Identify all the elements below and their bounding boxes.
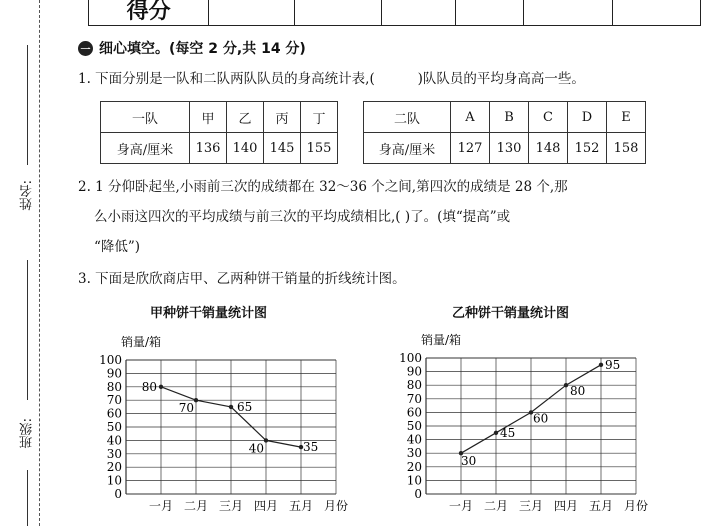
chart-1-jia-biscuit-sales — [80, 318, 370, 526]
data-point — [564, 383, 568, 387]
table-cell: 140 — [227, 133, 264, 164]
data-point — [264, 438, 268, 442]
class-label: 班级: — [20, 418, 35, 449]
y-tick-label: 0 — [114, 487, 122, 501]
y-tick-label: 70 — [106, 393, 122, 408]
data-label: 95 — [605, 357, 621, 372]
table-cell: 身高/厘米 — [101, 133, 190, 164]
score-cell[interactable] — [456, 0, 524, 26]
team2-height-table — [363, 101, 646, 164]
chart-2-yi-biscuit-sales — [380, 318, 680, 526]
question-2-line-3: “降低”) — [94, 239, 141, 255]
data-label: 45 — [500, 425, 516, 440]
chart-1-title: 甲种饼干销量统计图 — [150, 306, 268, 321]
x-axis-label: 月份 — [323, 499, 349, 513]
data-point — [599, 363, 603, 367]
x-tick-label: 二月 — [183, 499, 209, 513]
data-point — [494, 431, 498, 435]
x-tick-label: 五月 — [588, 499, 614, 513]
table-cell: 152 — [568, 133, 607, 164]
table-cell: 136 — [190, 133, 227, 164]
answer-blank[interactable] — [375, 71, 418, 87]
x-axis-label: 月份 — [623, 499, 649, 513]
x-tick-label: 四月 — [553, 499, 579, 513]
y-tick-label: 30 — [106, 446, 122, 461]
score-cell[interactable] — [295, 0, 381, 26]
y-tick-label: 40 — [106, 433, 122, 448]
question-1 — [78, 68, 585, 90]
section-bullet-icon: 一 — [78, 41, 93, 56]
y-tick-label: 60 — [106, 406, 122, 421]
data-point — [159, 385, 163, 389]
y-tick-label: 70 — [406, 391, 422, 406]
section-heading — [78, 38, 306, 58]
data-label: 70 — [178, 401, 194, 416]
y-tick-label: 100 — [399, 351, 422, 365]
score-label: 得分 — [89, 0, 209, 26]
y-tick-label: 10 — [406, 473, 422, 488]
data-label: 30 — [461, 454, 477, 469]
data-label: 60 — [533, 411, 549, 426]
y-tick-label: 20 — [406, 459, 422, 474]
table-row — [364, 133, 646, 164]
x-tick-label: 五月 — [288, 499, 314, 513]
name-fill-line — [27, 45, 28, 165]
y-tick-label: 0 — [414, 487, 422, 501]
table-cell: 丁 — [301, 102, 338, 133]
data-point — [229, 405, 233, 409]
score-table — [88, 0, 701, 26]
score-cell[interactable] — [524, 0, 612, 26]
y-tick-label: 50 — [106, 420, 122, 434]
y-tick-label: 90 — [406, 364, 422, 379]
table-cell: 二队 — [364, 102, 451, 133]
question-2-line-1: 2. 1 分仰卧起坐,小雨前三次的成绩都在 32～36 个之间,第四次的成绩是 28 个,那 — [78, 179, 568, 195]
y-tick-label: 80 — [106, 379, 122, 394]
y-tick-label: 80 — [406, 378, 422, 393]
table-row — [101, 102, 338, 133]
table-cell: 145 — [264, 133, 301, 164]
x-tick-label: 三月 — [518, 499, 544, 513]
section-title: 细心填空。(每空 2 分,共 14 分) — [99, 41, 306, 57]
table-cell: B — [490, 102, 529, 133]
table-cell: 甲 — [190, 102, 227, 133]
y-axis-label: 销量/箱 — [421, 333, 462, 347]
table-cell: 127 — [451, 133, 490, 164]
score-cell[interactable] — [381, 0, 455, 26]
margin-fill-line — [27, 470, 28, 526]
binding-dashed-line — [39, 0, 40, 526]
y-tick-label: 40 — [406, 432, 422, 447]
table-cell: 148 — [529, 133, 568, 164]
table-cell: C — [529, 102, 568, 133]
data-label: 80 — [570, 384, 586, 399]
y-axis-label: 销量/箱 — [121, 335, 162, 349]
question-1-text: 1. 下面分别是一队和二队两队队员的身高统计表,( — [78, 71, 375, 87]
y-tick-label: 10 — [106, 473, 122, 488]
y-tick-label: 50 — [406, 419, 422, 433]
x-tick-label: 一月 — [148, 499, 174, 513]
team1-height-table — [100, 101, 338, 164]
x-tick-label: 一月 — [448, 499, 474, 513]
data-label: 65 — [237, 399, 253, 414]
table-row — [364, 102, 646, 133]
y-tick-label: 20 — [106, 460, 122, 475]
name-label: 姓名: — [20, 180, 35, 211]
table-cell: 一队 — [101, 102, 190, 133]
class-fill-line — [27, 260, 28, 400]
question-1-text-after: )队队员的平均身高高一些。 — [417, 71, 585, 87]
table-cell: 乙 — [227, 102, 264, 133]
data-label: 80 — [141, 379, 157, 394]
table-cell: 身高/厘米 — [364, 133, 451, 164]
score-cell[interactable] — [612, 0, 700, 26]
y-tick-label: 60 — [406, 405, 422, 420]
x-tick-label: 二月 — [483, 499, 509, 513]
table-cell: E — [607, 102, 646, 133]
table-cell: D — [568, 102, 607, 133]
y-tick-label: 100 — [99, 353, 122, 367]
data-point — [194, 398, 198, 402]
y-tick-label: 90 — [106, 366, 122, 381]
question-2-line-2: 么小雨这四次的平均成绩与前三次的平均成绩相比,( )了。(填“提高”或 — [94, 209, 511, 225]
x-tick-label: 四月 — [253, 499, 279, 513]
table-row — [101, 133, 338, 164]
chart-2-title: 乙种饼干销量统计图 — [452, 306, 570, 321]
y-tick-label: 30 — [406, 446, 422, 461]
question-3: 3. 下面是欣欣商店甲、乙两种饼干销量的折线统计图。 — [78, 271, 406, 287]
data-label: 40 — [248, 441, 264, 456]
table-cell: 155 — [301, 133, 338, 164]
table-cell: 丙 — [264, 102, 301, 133]
table-cell: 158 — [607, 133, 646, 164]
score-cell[interactable] — [209, 0, 295, 26]
x-tick-label: 三月 — [218, 499, 244, 513]
table-cell: 130 — [490, 133, 529, 164]
data-label: 35 — [303, 440, 319, 455]
table-cell: A — [451, 102, 490, 133]
